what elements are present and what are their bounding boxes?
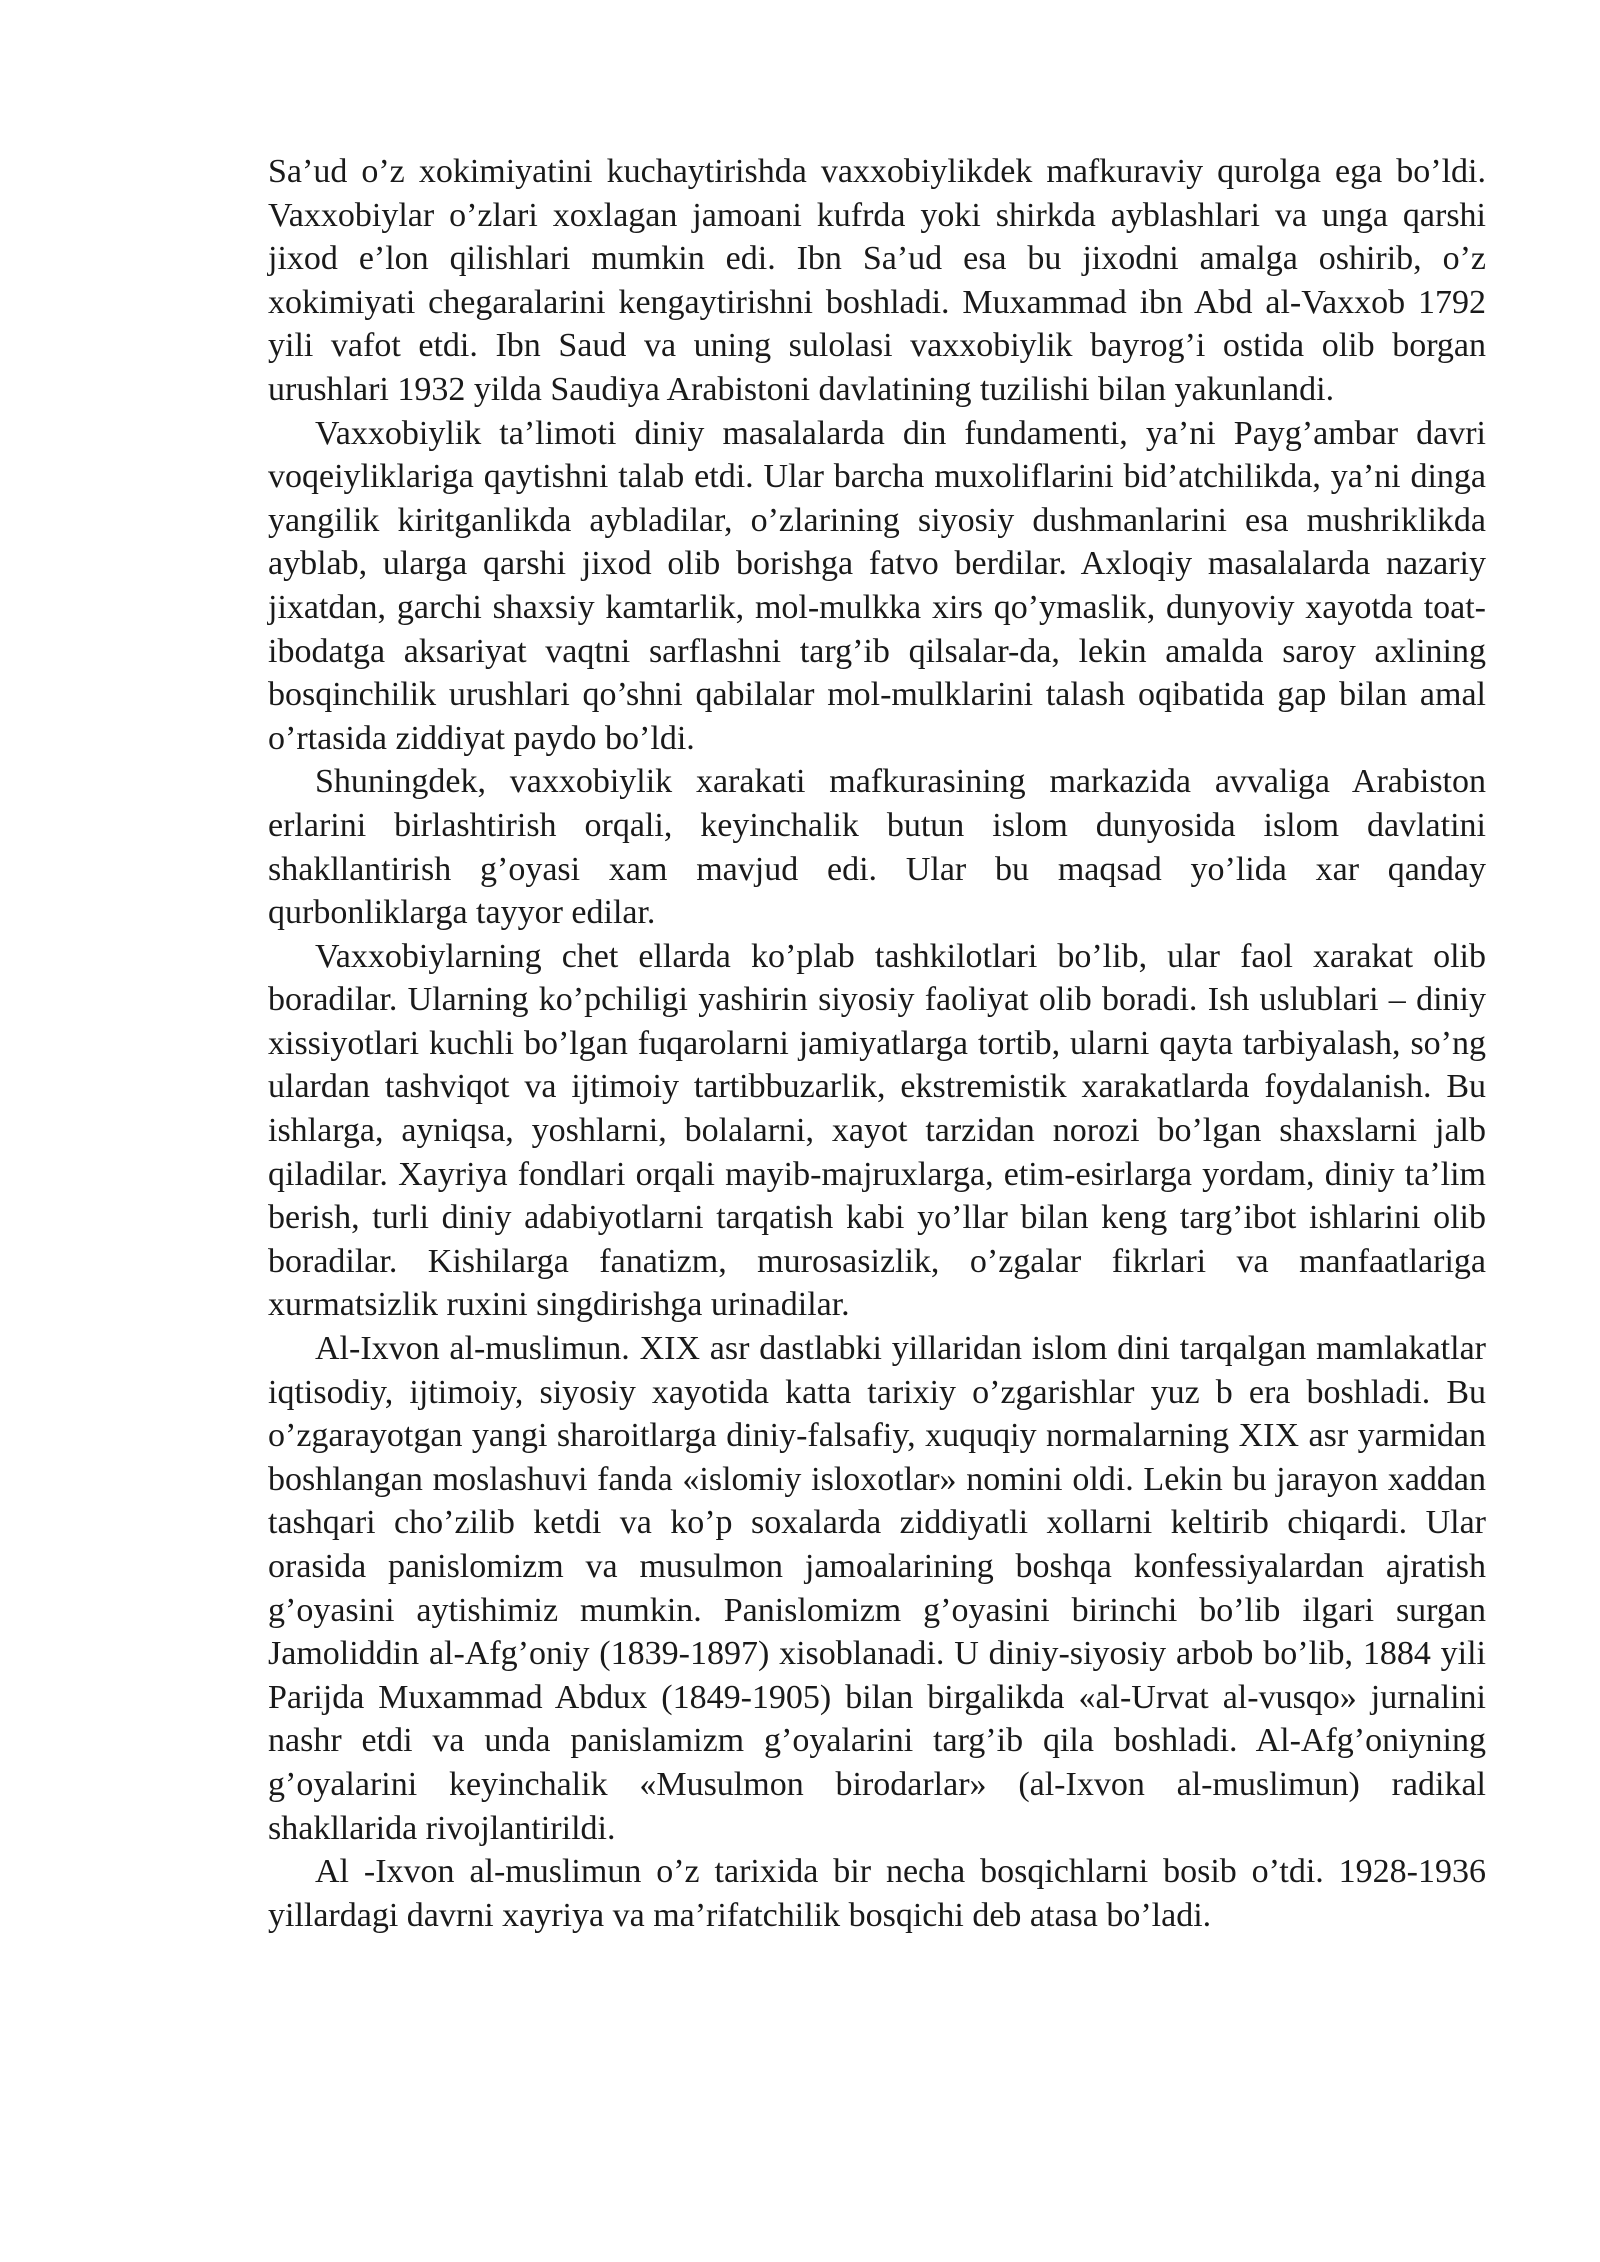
paragraph-4: Vaxxobiylarning chet ellarda ko’plab tashkilotlari bo’lib, ular faol xarakat olib boradilar. Ularning ko’pchiligi yashirin siyosiy faoliyat olib boradi. Ish uslublari – diniy xissiyotlari kuchli bo’lgan fuqarolarni jamiyatlarga tortib, ularni qayta tarbiyalash, so’ng ulardan tashviqot va ijtimoiy tartibbuzarlik, ekstremistik xarakatlarda foydalanish. Bu ishlarga, ayniqsa, yoshlarni, bolalarni, xayot tarzidan norozi bo’lgan shaxslarni jalb qiladilar. Xayriya fondlari orqali mayib-majruxlarga, etim-esirlarga yordam, diniy ta’lim berish, turli diniy adabiyotlarni tarqatish kabi yo’llar bilan keng targ’ibot ishlarini olib boradilar. Kishilarga fanatizm, murosasizlik, o’zgalar fikrlari va manfaatlariga xurmatsizlik ruxini singdirishga urinadilar. xyxy=(268,937,1486,1324)
document-page xyxy=(268,150,1486,1937)
paragraph-5: Al-Ixvon al-muslimun. XIX asr dastlabki yillaridan islom dini tarqalgan mamlakatlar iqtisodiy, ijtimoiy, siyosiy xayotida katta tarixiy o’zgarishlar yuz b era boshladi. Bu o’zgarayotgan yangi sharoitlarga diniy-falsafiy, xuquqiy normalarning XIX asr yarmidan boshlangan moslashuvi fanda «islomiy isloxotlar» nomini oldi. Lekin bu jarayon xaddan tashqari cho’zilib ketdi va ko’p soxalarda ziddiyatli xollarni keltirib chiqardi. Ular orasida panislomizm va musulmon jamoalarining boshqa konfessiyalardan ajratish g’oyasini aytishimiz mumkin. Panislomizm g’oyasini birinchi bo’lib ilgari surgan Jamoliddin al-Afg’oniy (1839-1897) xisoblanadi. U diniy-siyosiy arbob bo’lib, 1884 yili Parijda Muxammad Abdux (1849-1905) bilan birgalikda «al-Urvat al-vusqo» jurnalini nashr etdi va unda panislamizm g’oyalarini targ’ib qila boshladi. Al-Afg’oniyning g’oyalarini keyinchalik «Musulmon birodarlar» (al-Ixvon al-muslimun) radikal shakllarida rivojlantirildi. xyxy=(268,1330,1486,1847)
paragraph-1: Sa’ud o’z xokimiyatini kuchaytirishda vaxxobiylikdek mafkuraviy qurolga ega bo’ldi. Vaxxobiylar o’zlari xoxlagan jamoani kufrda yoki shirkda ayblashlari va unga qarshi jixod e’lon qilishlari mumkin edi. Ibn Sa’ud esa bu jixodni amalga oshirib, o’z xokimiyati chegaralarini kengaytirishni boshladi. Muxammad ibn Abd al-Vaxxob 1792 yili vafot etdi. Ibn Saud va uning sulolasi vaxxobiylik bayrog’i ostida olib borgan urushlari 1932 yilda Saudiya Arabistoni davlatining tuzilishi bilan yakunlandi. xyxy=(268,153,1486,408)
paragraph-3: Shuningdek, vaxxobiylik xarakati mafkurasining markazida avvaliga Arabiston erlarini birlashtirish orqali, keyinchalik butun islom dunyosida islom davlatini shakllantirish g’oyasi xam mavjud edi. Ular bu maqsad yo’lida xar qanday qurbonliklarga tayyor edilar. xyxy=(268,763,1486,932)
paragraph-2: Vaxxobiylik ta’limoti diniy masalalarda din fundamenti, ya’ni Payg’ambar davri voqeiyliklariga qaytishni talab etdi. Ular barcha muxoliflarini bid’atchilikda, ya’ni dinga yangilik kiritganlikda aybladilar, o’zlarining siyosiy dushmanlarini esa mushriklikda ayblab, ularga qarshi jixod olib borishga fatvo berdilar. Axloqiy masalalarda nazariy jixatdan, garchi shaxsiy kamtarlik, mol-mulkka xirs qo’ymaslik, dunyoviy xayotda toat-ibodatga aksariyat vaqtni sarflashni targ’ib qilsalar-da, lekin amalda saroy axlining bosqinchilik urushlari qo’shni qabilalar mol-mulklarini talash oqibatida gap bilan amal o’rtasida ziddiyat paydo bo’ldi. xyxy=(268,414,1486,757)
paragraph-6: Al -Ixvon al-muslimun o’z tarixida bir necha bosqichlarni bosib o’tdi. 1928-1936 yillardagi davrni xayriya va ma’rifatchilik bosqichi deb atasa bo’ladi. xyxy=(268,1853,1486,1934)
